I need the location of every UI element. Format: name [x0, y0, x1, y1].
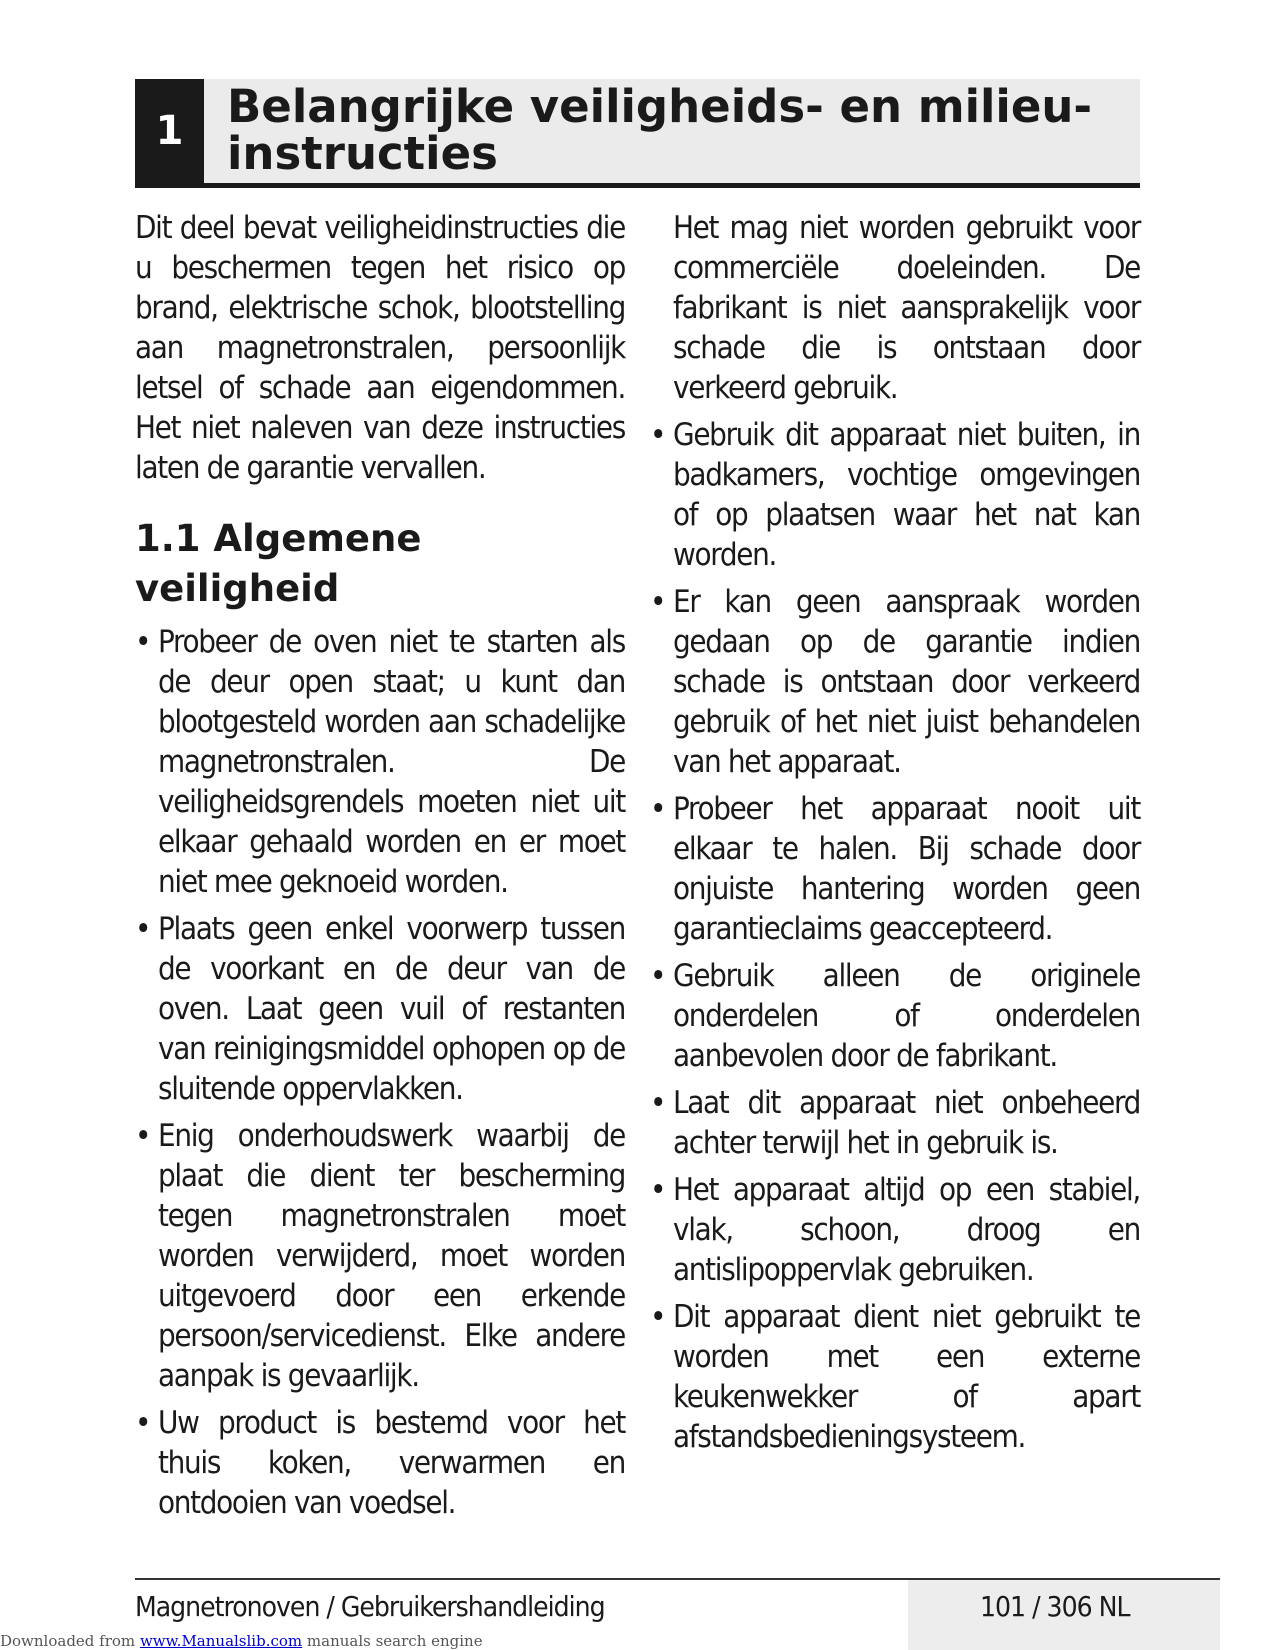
intro-paragraph: Dit deel bevat veiligheidinstructies die u beschermen tegen het risico op brand, elektrische schok, blootstelling aan magnetronstralen, persoonlijk letsel of schade aan eigendommen. Het niet naleven van deze instructies laten de garantie vervallen.	[135, 210, 625, 486]
list-item	[135, 1403, 625, 1523]
bullet-icon: •	[650, 417, 666, 453]
list-item-text: Gebruik alleen de originele onderdelen of onderdelen aanbevolen door de fabrikant.	[673, 958, 1140, 1074]
chapter-number: 1	[135, 79, 204, 183]
watermark-link[interactable]: www.Manualslib.com	[139, 1632, 303, 1650]
bullet-icon: •	[135, 624, 151, 660]
left-column	[135, 208, 625, 1530]
bullet-icon: •	[650, 1085, 666, 1121]
page-number: 101 / 306 NL	[980, 1590, 1130, 1623]
list-item-text: Probeer de oven niet te starten als de deur open staat; u kunt dan blootgesteld worden aan schadelijke magnetronstralen. De veiligheidsgrendels moeten niet uit elkaar gehaald worden en er moet niet mee geknoeid worden.	[158, 624, 625, 900]
list-item	[135, 622, 625, 902]
list-item-text: Uw product is bestemd voor het thuis koken, verwarmen en ontdooien van voedsel.	[158, 1405, 625, 1521]
list-item	[650, 415, 1140, 575]
bullet-icon: •	[135, 1405, 151, 1441]
list-item-text: Dit apparaat dient niet gebruikt te worden met een externe keukenwekker of apart afstandsbedieningsysteem.	[673, 1299, 1140, 1455]
list-item-text: Probeer het apparaat nooit uit elkaar te halen. Bij schade door onjuiste hantering worden geen garantieclaims geaccepteerd.	[673, 791, 1140, 947]
continuation-paragraph: Het mag niet worden gebruikt voor commerciële doeleinden. De fabrikant is niet aansprakelijk voor schade die is ontstaan door verkeerd gebruik.	[673, 210, 1140, 406]
bullet-icon: •	[650, 958, 666, 994]
list-item	[650, 582, 1140, 782]
safety-list-left	[135, 622, 625, 1523]
list-item-text: Laat dit apparaat niet onbeheerd achter terwijl het in gebruik is.	[673, 1085, 1140, 1161]
right-column	[650, 208, 1140, 1464]
list-item	[650, 1297, 1140, 1457]
watermark-suffix: manuals search engine	[306, 1632, 483, 1650]
watermark-prefix: Downloaded from	[0, 1632, 136, 1650]
bullet-icon: •	[135, 1118, 151, 1154]
list-item-text: Enig onderhoudswerk waarbij de plaat die dient ter bescherming tegen magnetronstralen moet worden verwijderd, moet worden uitgevoerd door een erkende persoon/servicedienst. Elke andere aanpak is gevaarlijk.	[158, 1118, 625, 1394]
bullet-icon: •	[650, 584, 666, 620]
chapter-header	[135, 79, 1140, 188]
list-item	[135, 1116, 625, 1396]
bullet-icon: •	[650, 1299, 666, 1335]
list-item	[650, 956, 1140, 1076]
bullet-icon: •	[135, 911, 151, 947]
list-item-text: Gebruik dit apparaat niet buiten, in badkamers, vochtige omgevingen of op plaatsen waar het nat kan worden.	[673, 417, 1140, 573]
bullet-icon: •	[650, 791, 666, 827]
section-title: 1.1 Algemene veiligheid	[135, 517, 422, 610]
list-item	[650, 789, 1140, 949]
safety-list-right	[650, 415, 1140, 1457]
list-item	[135, 909, 625, 1109]
download-watermark	[0, 1632, 483, 1650]
list-item-text: Er kan geen aanspraak worden gedaan op de garantie indien schade is ontstaan door verkeerd gebruik of het niet juist behandelen van het apparaat.	[673, 584, 1140, 780]
list-item	[650, 1170, 1140, 1290]
footer-title: Magnetronoven / Gebruikershandleiding	[135, 1590, 605, 1623]
bullet-icon: •	[650, 1172, 666, 1208]
list-item-text: Plaats geen enkel voorwerp tussen de voorkant en de deur van de oven. Laat geen vuil of restanten van reinigingsmiddel ophopen op de sluitende oppervlakken.	[158, 911, 625, 1107]
list-item	[650, 1083, 1140, 1163]
list-item-text: Het apparaat altijd op een stabiel, vlak, schoon, droog en antislipoppervlak gebruiken.	[673, 1172, 1140, 1288]
chapter-title: Belangrijke veiligheids- en milieu-instructies	[227, 80, 1093, 180]
